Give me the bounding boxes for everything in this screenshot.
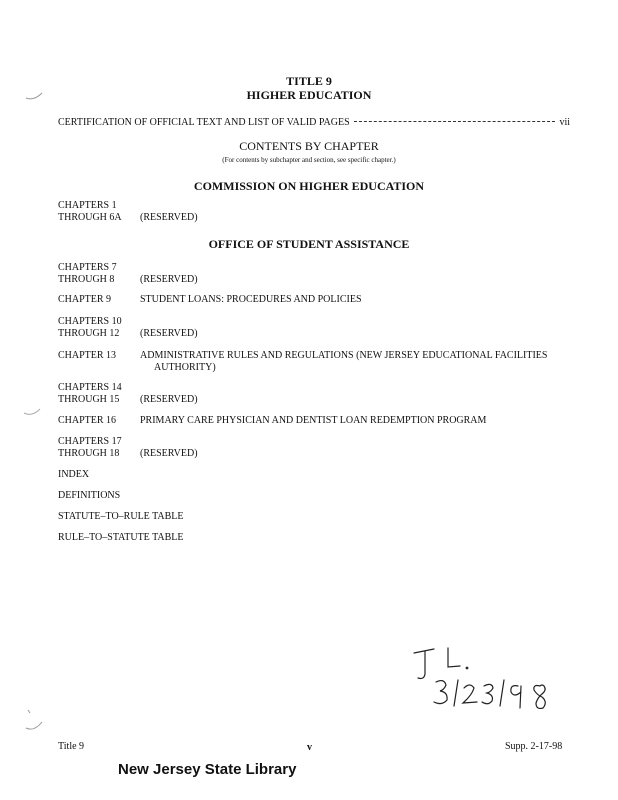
chapter-label-line: CHAPTERS 10 (58, 316, 122, 327)
chapter-label-line: CHAPTERS 7 (58, 262, 117, 273)
chapter-label: CHAPTER 13 (58, 350, 117, 361)
index-entry: INDEX (58, 469, 90, 480)
chapter-label (58, 200, 138, 224)
statute-to-rule-entry: STATUTE–TO–RULE TABLE (58, 511, 184, 522)
footer-page-number: v (307, 742, 312, 753)
chapter-description: PRIMARY CARE PHYSICIAN AND DENTIST LOAN REDEMPTION PROGRAM (140, 415, 487, 426)
chapter-label (58, 436, 138, 460)
chapter-description (140, 350, 600, 374)
chapter-label-line: CHAPTERS 1 (58, 200, 117, 211)
chapter-label-line: CHAPTERS 17 (58, 436, 122, 447)
definitions-entry: DEFINITIONS (58, 490, 121, 501)
footer-left: Title 9 (58, 741, 85, 752)
chapter-description: STUDENT LOANS: PROCEDURES AND POLICIES (140, 294, 362, 305)
scan-mark (22, 405, 44, 419)
section-heading: COMMISSION ON HIGHER EDUCATION (193, 179, 425, 193)
rule-to-statute-entry: RULE–TO–STATUTE TABLE (58, 532, 184, 543)
chapter-label (58, 316, 138, 340)
chapter-description: (RESERVED) (140, 274, 198, 285)
chapter-label: CHAPTER 16 (58, 415, 117, 426)
section-heading: OFFICE OF STUDENT ASSISTANCE (208, 237, 410, 251)
certification-text: CERTIFICATION OF OFFICIAL TEXT AND LIST OF VALID PAGES (58, 117, 350, 128)
chapter-label-line: THROUGH 6A (58, 212, 122, 223)
page-subtitle: HIGHER EDUCATION (246, 88, 372, 102)
leader-dots (354, 121, 556, 122)
contents-heading: CONTENTS BY CHAPTER (239, 139, 379, 153)
certification-page: vii (559, 117, 570, 128)
chapter-description: (RESERVED) (140, 328, 198, 339)
chapter-label-line: THROUGH 18 (58, 448, 120, 459)
scan-mark (22, 708, 48, 734)
scan-mark (24, 88, 46, 102)
chapter-label-line: THROUGH 8 (58, 274, 115, 285)
chapter-label (58, 262, 138, 286)
chapter-description-line: ADMINISTRATIVE RULES AND REGULATIONS (NEW JERSEY EDUCATIONAL FACILITIES (140, 350, 548, 361)
handwritten-notation (400, 640, 580, 715)
chapter-label-line: CHAPTERS 14 (58, 382, 122, 393)
chapter-label-line: THROUGH 15 (58, 394, 120, 405)
chapter-description: (RESERVED) (140, 448, 198, 459)
contents-note: (For contents by subchapter and section, see specific chapter.) (222, 156, 396, 164)
chapter-label-line: THROUGH 12 (58, 328, 120, 339)
chapter-description-line: AUTHORITY) (154, 362, 216, 373)
page-title: TITLE 9 (286, 74, 332, 88)
chapter-label: CHAPTER 9 (58, 294, 112, 305)
chapter-description: (RESERVED) (140, 394, 198, 405)
footer-right: Supp. 2-17-98 (505, 741, 563, 752)
certification-line (58, 117, 570, 128)
library-stamp: New Jersey State Library (118, 761, 297, 778)
chapter-description: (RESERVED) (140, 212, 198, 223)
chapter-label (58, 382, 138, 406)
